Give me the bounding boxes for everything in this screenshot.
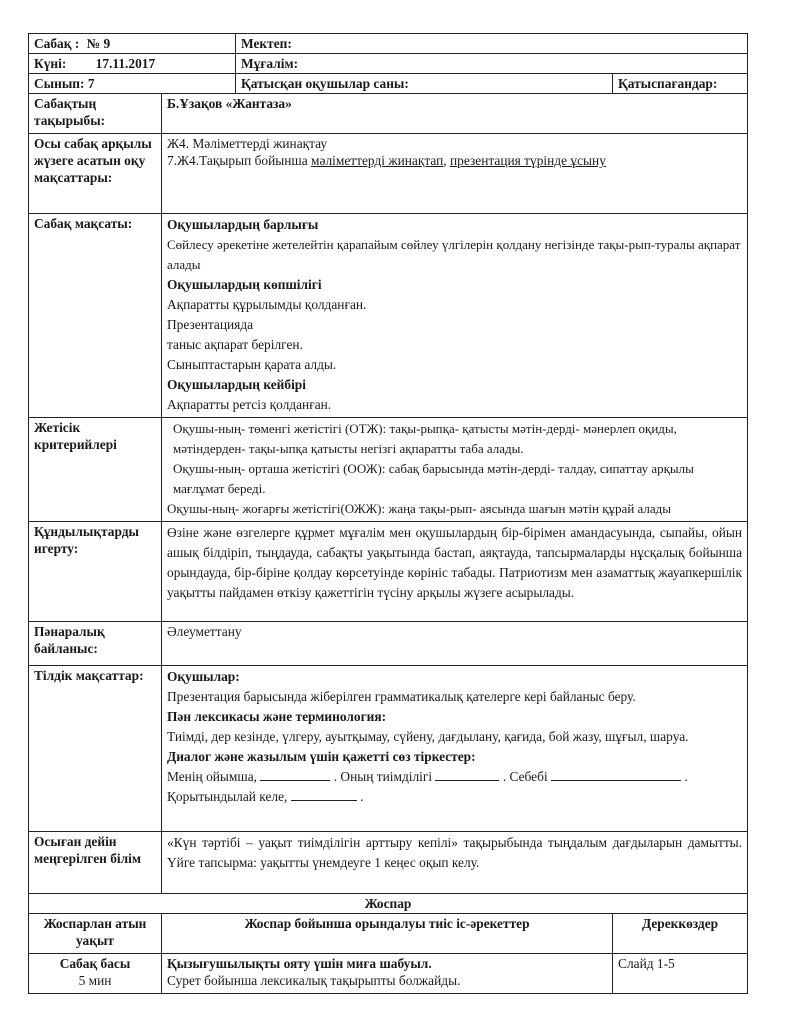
absent-label: Қатыспағандар:: [618, 76, 718, 91]
teacher-label: Мұғалім:: [241, 56, 299, 71]
objectives-content: [162, 134, 748, 214]
blank-1: [260, 768, 330, 781]
criteria-high: Оқушы-ның- жоғарғы жетістігі(ОЖЖ): жаңа тақы-рып- аясында шағын мәтін құрай алады: [167, 501, 672, 516]
present-label: Қатысқан оқушылар саны:: [241, 76, 409, 91]
criteria-label: Жетісік критерийлері: [29, 418, 162, 522]
cross-row: [29, 622, 748, 666]
header-row-class: [29, 74, 748, 94]
plan-row-time-a: Сабақ басы: [59, 956, 131, 971]
lesson-number-cell: [29, 34, 236, 54]
plan-row-title: Қызығушылықты ояту үшін миға шабуыл.: [167, 956, 432, 971]
cross-label: Пәнаралық байланыс:: [29, 622, 162, 666]
blank-3: [551, 768, 681, 781]
date-value: 17.11.2017: [95, 56, 156, 71]
criteria-mid: Оқушы-ның- орташа жетістігі (ООЖ): сабақ барысында мәтін-дерді- талдау, сипаттау арқылы мағлұмат береді.: [173, 461, 694, 496]
objectives-label: Осы сабақ арқылы жүзеге асатын оқу мақсаттары:: [29, 134, 162, 214]
aims-all-title: Оқушылардың барлығы: [167, 217, 319, 232]
lang-vocab-text: Тиімді, дер кезінде, үлгеру, ауытқымау, сүйену, дағдылану, қағида, бой жазу, шұғыл, шаруа.: [167, 729, 689, 744]
objectives-line-2-a: 7.Ж4.Тақырып бойынша: [167, 153, 312, 168]
aims-most-title: Оқушылардың көпшілігі: [167, 277, 322, 292]
values-text: Өзіне және өзгелерге құрмет мұғалім мен оқушылардың бір-бірімен амандасуында, сыпайы, ойын ашық білдіріп, тыңдауда, сабақты уақытында бастап, аяқтауда, тапсырмаларды нұсқалық бойынша орындауда, бір-біріне қолдау көрсетуінде көрініс табады. Патриотизм мен азаматтық жауапкершілік уақытты пайдамен өткізу қажеттігін түсіну арқылы жүзеге асырылады.: [162, 522, 748, 622]
plan-row-text: Сурет бойынша лексикалық тақырыпты болжайды.: [167, 973, 461, 988]
previous-knowledge-row: [29, 832, 748, 894]
lang-phrase-e: Қорытындылай келе,: [167, 789, 291, 804]
lang-phrase-c: . Себебі: [499, 769, 552, 784]
lang-vocab-title: Пән лексикасы және терминология:: [167, 709, 387, 724]
objectives-line-1: Ж4. Мәліметтерді жинақтау: [167, 136, 328, 151]
school-cell: [236, 34, 748, 54]
plan-row-time-b: 5 мин: [78, 973, 112, 988]
plan-row-actions: [162, 954, 613, 994]
aims-some-1: Ақпаратты ретсіз қолданған.: [167, 397, 332, 412]
plan-col-sources: Дереккөздер: [613, 914, 748, 954]
plan-row-time: [29, 954, 162, 994]
teacher-cell: [236, 54, 748, 74]
language-content: [162, 666, 748, 832]
header-row-date: [29, 54, 748, 74]
class-label: Сынып: 7: [34, 76, 95, 91]
lang-students-text: Презентация барысында жіберілген грамматикалық қателерге кері байланыс беру.: [167, 689, 636, 704]
aims-most-3: таныс ақпарат берілген.: [167, 337, 303, 352]
lesson-plan-document: [28, 33, 747, 994]
objectives-line-2: [167, 152, 742, 169]
aims-content: [162, 214, 748, 418]
topic-row: [29, 94, 748, 134]
lesson-number: № 9: [86, 36, 111, 51]
absent-cell: [613, 74, 748, 94]
objectives-line-2-b: мәліметтерді жинақтап: [311, 153, 444, 168]
lang-phrases-title: Диалог және жазылым үшін қажетті сөз тіркестер:: [167, 749, 476, 764]
topic-value: Б.Ұзақов «Жантаза»: [162, 94, 748, 134]
school-label: Мектеп:: [241, 36, 292, 51]
criteria-row: [29, 418, 748, 522]
plan-header-row: [29, 914, 748, 954]
plan-col-actions: Жоспар бойынша орындалуы тиіс іс-әрекеттер: [162, 914, 613, 954]
aims-all-text: Сөйлесу әрекетіне жетелейтін қарапайым сөйлеу үлгілерін қолдану негізінде тақы-рып-туралы ақпарат алады: [167, 237, 741, 272]
aims-most-4: Сыныптастарын қарата алды.: [167, 357, 337, 372]
lang-students-title: Оқушылар:: [167, 669, 240, 684]
lang-phrase-a: Менің ойымша,: [167, 769, 261, 784]
class-cell: [29, 74, 236, 94]
objectives-line-2-c: ,: [443, 153, 450, 168]
lang-phrase-d: .: [681, 769, 688, 784]
plan-col-time: Жоспарлан атын уақыт: [29, 914, 162, 954]
topic-label: Сабақтың тақырыбы:: [29, 94, 162, 134]
aims-label: Сабақ мақсаты:: [29, 214, 162, 418]
lang-phrase-line-2: [167, 787, 742, 807]
present-cell: [236, 74, 613, 94]
aims-most-2: Презентацияда: [167, 317, 254, 332]
criteria-content: [162, 418, 748, 522]
previous-knowledge-text: «Күн тәртібі – уақыт тиімділігін арттыру кепілі» тақырыбында тыңдалым дағдыларын дамытты. Үйге тапсырма: уақытты үнемдеуге 1 кеңес оқып келу.: [162, 832, 748, 894]
plan-title: Жоспар: [29, 894, 748, 914]
plan-title-row: [29, 894, 748, 914]
criteria-low: Оқушы-ның- төменгі жетістігі (ОТЖ): тақы-рыпқа- қатысты мәтін-дерді- мәнерлеп оқиды, мәтіндерден- тақы-ыпқа қатысты негізгі ақпаратты таба алады.: [173, 421, 677, 456]
cross-value: Әлеуметтану: [162, 622, 748, 666]
aims-most-1: Ақпаратты құрылымды қолданған.: [167, 297, 367, 312]
aims-some-title: Оқушылардың кейбірі: [167, 377, 306, 392]
objectives-row: [29, 134, 748, 214]
plan-row-source: Слайд 1-5: [613, 954, 748, 994]
blank-4: [291, 788, 357, 801]
date-label: Күні:: [34, 56, 67, 71]
lang-phrase-line-1: [167, 767, 742, 787]
values-row: [29, 522, 748, 622]
language-row: [29, 666, 748, 832]
blank-2: [435, 768, 499, 781]
lang-phrase-b: . Оның тиімділігі: [330, 769, 436, 784]
plan-row: [29, 954, 748, 994]
lang-phrase-f: .: [356, 789, 364, 804]
objectives-line-2-d: презентация түрінде ұсыну: [450, 153, 606, 168]
lesson-label: Сабақ :: [34, 36, 80, 51]
date-cell: [29, 54, 236, 74]
values-label: Құндылықтарды игерту:: [29, 522, 162, 622]
header-row-lesson: [29, 34, 748, 54]
aims-row: [29, 214, 748, 418]
language-label: Тілдік мақсаттар:: [29, 666, 162, 832]
previous-knowledge-label: Осыған дейін меңгерілген білім: [29, 832, 162, 894]
lesson-plan-table: [28, 33, 748, 994]
